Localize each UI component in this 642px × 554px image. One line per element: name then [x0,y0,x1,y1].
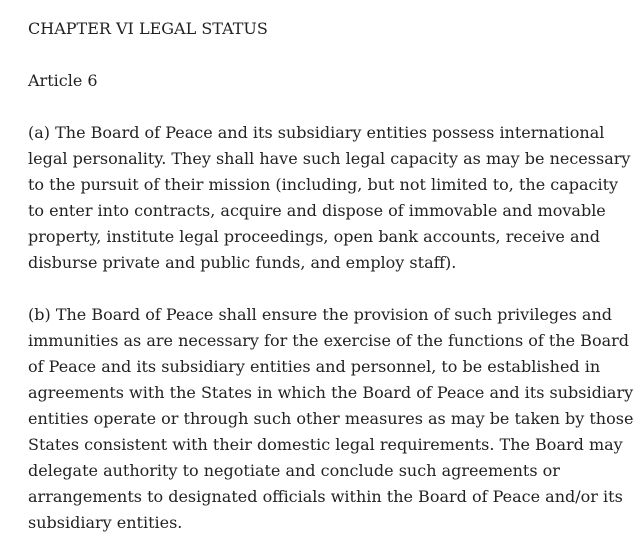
paragraph-a-line: to enter into contracts, acquire and dispose of immovable and movable [28,201,606,220]
paragraph-b-line: agreements with the States in which the Board of Peace and its subsidiary [28,383,634,402]
paragraph-b [28,302,634,536]
paragraph-a-line: to the pursuit of their mission (including, but not limited to, the capacity [28,175,619,194]
paragraph-b-line: immunities as are necessary for the exercise of the functions of the Board [28,331,629,350]
document-body [28,16,634,536]
paragraph-spacer [28,276,628,302]
paragraph-a-line: (a) The Board of Peace and its subsidiary entities possess international [28,123,605,142]
paragraph-a-line: property, institute legal proceedings, open bank accounts, receive and [28,227,601,246]
paragraph-b-line: of Peace and its subsidiary entities and personnel, to be established in [28,357,601,376]
article-heading: Article 6 [28,71,98,90]
paragraph-a-line: disburse private and public funds, and employ staff). [28,253,457,272]
paragraph-b-line: (b) The Board of Peace shall ensure the provision of such privileges and [28,305,612,324]
chapter-heading: CHAPTER VI LEGAL STATUS [28,19,268,38]
paragraph-b-line: arrangements to designated officials within the Board of Peace and/or its [28,487,623,506]
paragraph-b-line: entities operate or through such other measures as may be taken by those [28,409,634,428]
paragraph-b-line: delegate authority to negotiate and conclude such agreements or [28,461,560,480]
paragraph-a [28,120,631,276]
paragraph-a-line: legal personality. They shall have such legal capacity as may be necessary [28,149,631,168]
paragraph-b-line: States consistent with their domestic legal requirements. The Board may [28,435,623,454]
paragraph-b-line: subsidiary entities. [28,513,183,532]
